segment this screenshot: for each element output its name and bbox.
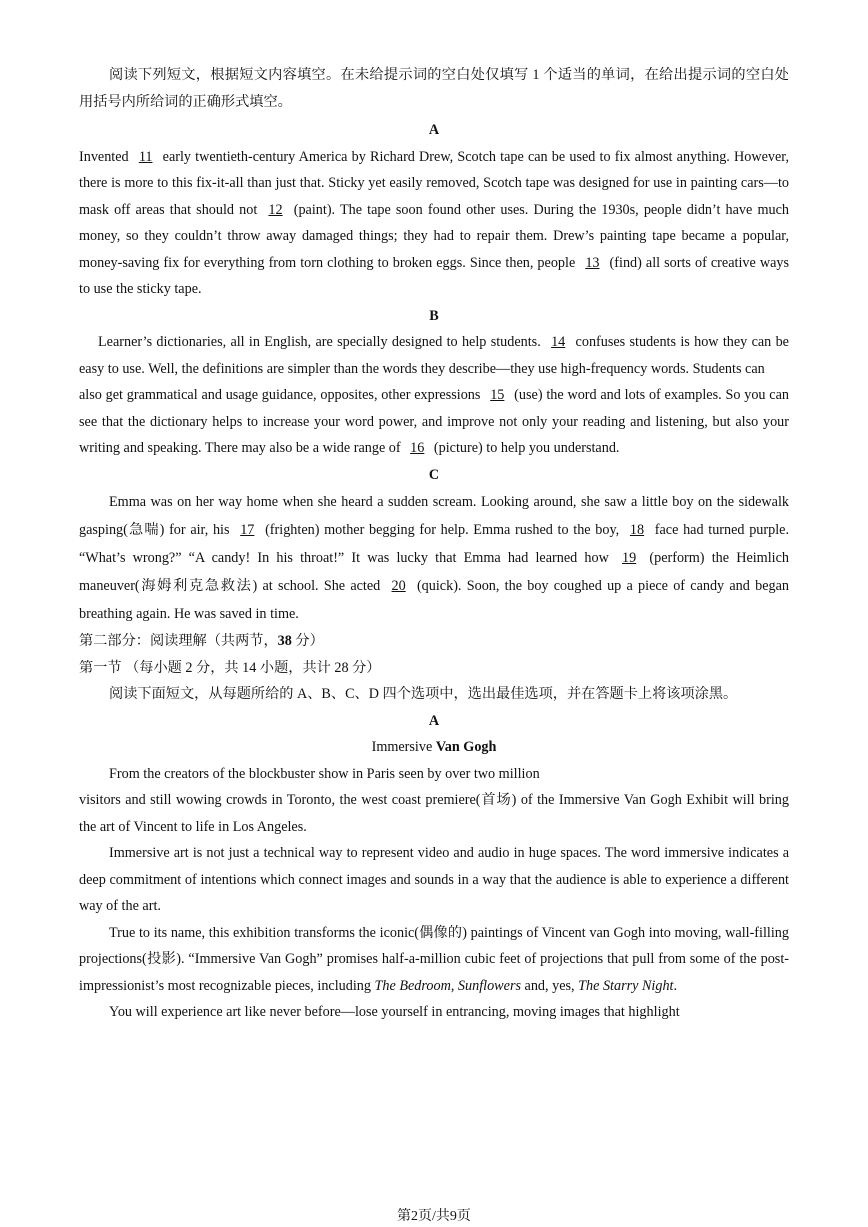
blank-16: 16 [410,440,425,456]
blank-19: 19 [622,550,637,566]
blank-15: 15 [490,387,505,403]
passage-b-text-2: also get grammatical and usage guidance, opposites, other expressions 15 (use) the word and lots of examples. So you can see that the dictionary helps to increase your word power, and improve not only your reading and listening, but also your writing and speaking. There may also be a wide range of 16 (picture) to help you understand. [79,387,789,456]
reading-a-p3: True to its name, this exhibition transforms the iconic(偶像的) paintings of Vincent van Gogh into moving, wall-filling projections(投影). “Immersive Van Gogh” promises half-a-million cubic feet of projections that pull from some of the post-impressionist’s most recognizable pieces, including The Bedroom, Sunflowers and, yes, The Starry Night. [79,924,789,994]
blank-18: 18 [629,522,645,538]
passage-b-label: B [429,307,439,324]
reading-a-p4: You will experience art like never before—lose yourself in entrancing, moving images that highlight [109,1004,680,1020]
blank-14: 14 [551,334,566,350]
reading-a-title: Immersive Van Gogh [371,739,497,755]
passage-c-text: Emma was on her way home when she heard a sudden scream. Looking around, she saw a little boy on the sidewalk gasping(急喘) for air, his 17 (frighten) mother begging for help. Emma rushed to the boy, 18 face had turned purple. “What’s wrong?” “A candy! In his throat!” It was lucky that Emma had learned how 19 (perform) the Heimlich maneuver(海姆利克急救法) at school. She acted 20 (quick). Soon, the boy coughed up a piece of candy and began breathing again. He was saved in time. [79,494,789,622]
blank-12: 12 [268,201,283,218]
blank-11: 11 [138,148,153,165]
passage-b-text-1: Learner’s dictionaries, all in English, are specially designed to help students. 14 confuses students is how they can be easy to use. Well, the definitions are simpler than the words they describe—they use high-frequency words. Students can [79,334,789,377]
page-footer: 第2页/共9页 [397,1209,471,1224]
passage-a-label: A [428,122,440,138]
reading-a-p2: Immersive art is not just a technical way to represent video and audio in huge spaces. The word immersive indicates a deep commitment of intentions which connect images and sounds in a way that the audience is able to experience a different way of the art. [79,845,789,914]
passage-c-label: C [428,466,440,483]
passage-a-text: Invented 11 early twentieth-century America by Richard Drew, Scotch tape can be used to fix almost anything. However, there is more to this fix-it-all than just that. Sticky yet easily removed, Scotch tape was designed for use in painting cars—to mask off areas that should not 12 (paint). The tape soon found other uses. During the 1930s, people didn’t have much money, so they couldn’t throw away damaged things; they had to repair them. Drew’s painting tape became a popular, money-saving fix for everything from torn clothing to broken eggs. Since then, people 13 (find) all sorts of creative ways to use the sticky tape. [79,148,789,297]
part2-heading: 第二部分：阅读理解（共两节，38 分） [79,633,324,649]
page-content [79,62,789,1026]
blank-13: 13 [585,254,600,271]
reading-a-p1-line1: From the creators of the blockbuster show in Paris seen by over two million [109,765,540,782]
blank-20: 20 [391,578,406,594]
reading-a-p1-line2: visitors and still wowing crowds in Toronto, the west coast premiere(首场) of the Immersive Van Gogh Exhibit will bring the art of Vincent to life in Los Angeles. [79,792,789,835]
section1-heading: 第一节 （每小题 2 分，共 14 小题，共计 28 分） [79,659,381,676]
blank-17: 17 [240,522,255,538]
reading-a-label: A [428,712,440,729]
section1-instruction: 阅读下面短文，从每题所给的 A、B、C、D 四个选项中，选出最佳选项，并在答题卡上将该项涂黑。 [109,686,738,702]
cloze-instruction: 阅读下列短文，根据短文内容填空。在未给提示词的空白处仅填写 1 个适当的单词，在给出提示词的空白处用括号内所给词的正确形式填空。 [79,67,789,110]
